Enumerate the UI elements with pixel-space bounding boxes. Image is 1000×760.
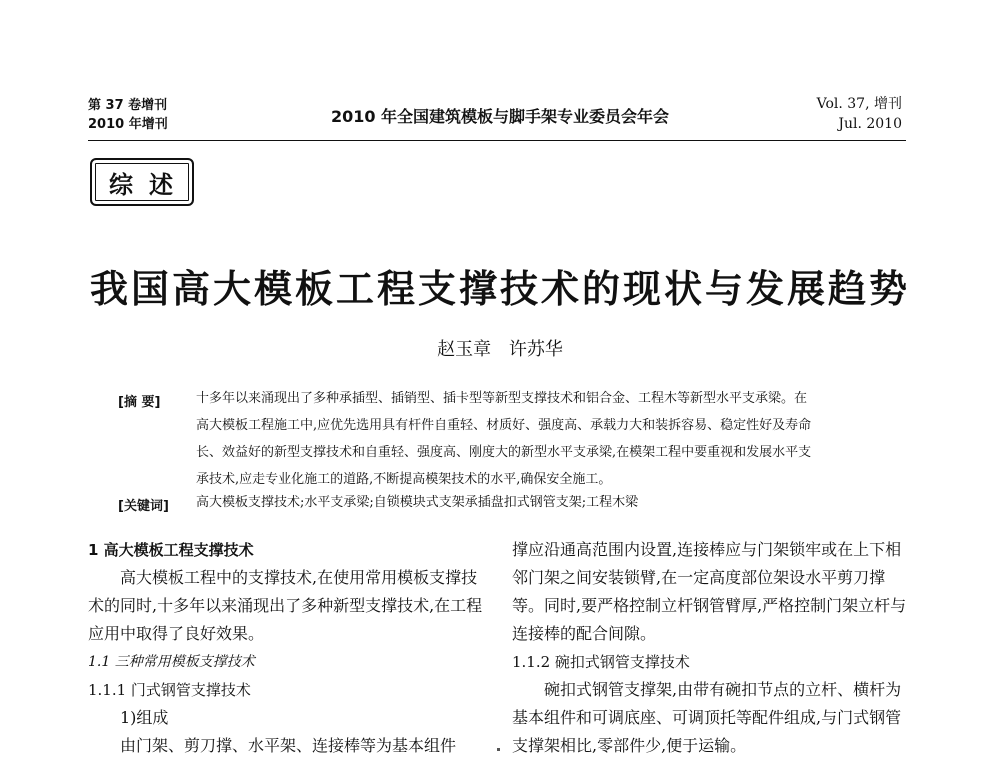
left-column	[88, 536, 484, 760]
paper-title: 我国高大模板工程支撑技术的现状与发展趋势	[89, 267, 910, 311]
abstract-body	[196, 385, 911, 493]
journal-volume-line2: 2010 年增刊	[88, 117, 168, 132]
abstract-line: 长、效益好的新型支撑技术和自重轻、强度高、刚度大的新型水平支承梁,在模架工程中要重视和发展水平支	[196, 445, 812, 460]
abstract-label: [摘 要]	[118, 395, 161, 410]
abstract-line: 十多年以来涌现出了多种承插型、插销型、插卡型等新型支撑技术和铝合金、工程木等新型水平支承梁。在	[196, 391, 808, 406]
paragraph: 撑应沿通高范围内设置,连接棒应与门架锁牢或在上下相邻门架之间安装锁臂,在一定高度部位架设水平剪刀撑等。同时,要严格控制立杆钢管臂厚,严格控制门架立杆与连接棒的配合间隙。	[512, 540, 907, 643]
journal-volume-en	[817, 94, 902, 134]
journal-volume-line1: 第 37 卷增刊	[88, 98, 168, 113]
abstract-line: 高大模板工程施工中,应优先选用具有杆件自重轻、材质好、强度高、承载力大和装拆容易、稳定性好及寿命	[196, 418, 812, 433]
section-heading-1: 1 高大模板工程支撑技术	[88, 541, 254, 559]
column-divider	[497, 748, 500, 751]
paragraph: 由门架、剪刀撑、水平架、连接棒等为基本组件	[120, 736, 457, 755]
journal-volume-en-line1: Vol. 37, 增刊	[816, 96, 902, 112]
journal-volume-en-line2: Jul. 2010	[838, 116, 902, 132]
section-heading-1-1-2: 1.1.2 碗扣式钢管支撑技术	[512, 653, 690, 671]
section-heading-1-1: 1.1 三种常用模板支撑技术	[88, 654, 255, 670]
list-item: 1)组成	[120, 708, 169, 727]
section-heading-1-1-1: 1.1.1 门式钢管支撑技术	[88, 681, 251, 699]
authors: 赵玉章 许苏华	[437, 339, 563, 360]
running-header: 2010 年全国建筑模板与脚手架专业委员会年会	[330, 107, 670, 126]
section-tag: 综述	[90, 158, 194, 206]
right-column	[512, 536, 908, 760]
header-rule	[88, 140, 906, 141]
paragraph: 碗扣式钢管支撑架,由带有碗扣节点的立杆、横杆为基本组件和可调底座、可调顶托等配件组成,与门式钢管支撑架相比,零部件少,便于运输。	[512, 680, 902, 755]
keywords-text: 高大模板支撑技术;水平支承梁;自锁模块式支架承插盘扣式钢管支架;工程木梁	[196, 495, 639, 510]
paragraph: 高大模板工程中的支撑技术,在使用常用模板支撑技术的同时,十多年以来涌现出了多种新型支撑技术,在工程应用中取得了良好效果。	[88, 568, 483, 643]
keywords-label: [关键词]	[118, 499, 169, 514]
abstract-line: 承技术,应走专业化施工的道路,不断提高模架技术的水平,确保安全施工。	[196, 472, 612, 487]
